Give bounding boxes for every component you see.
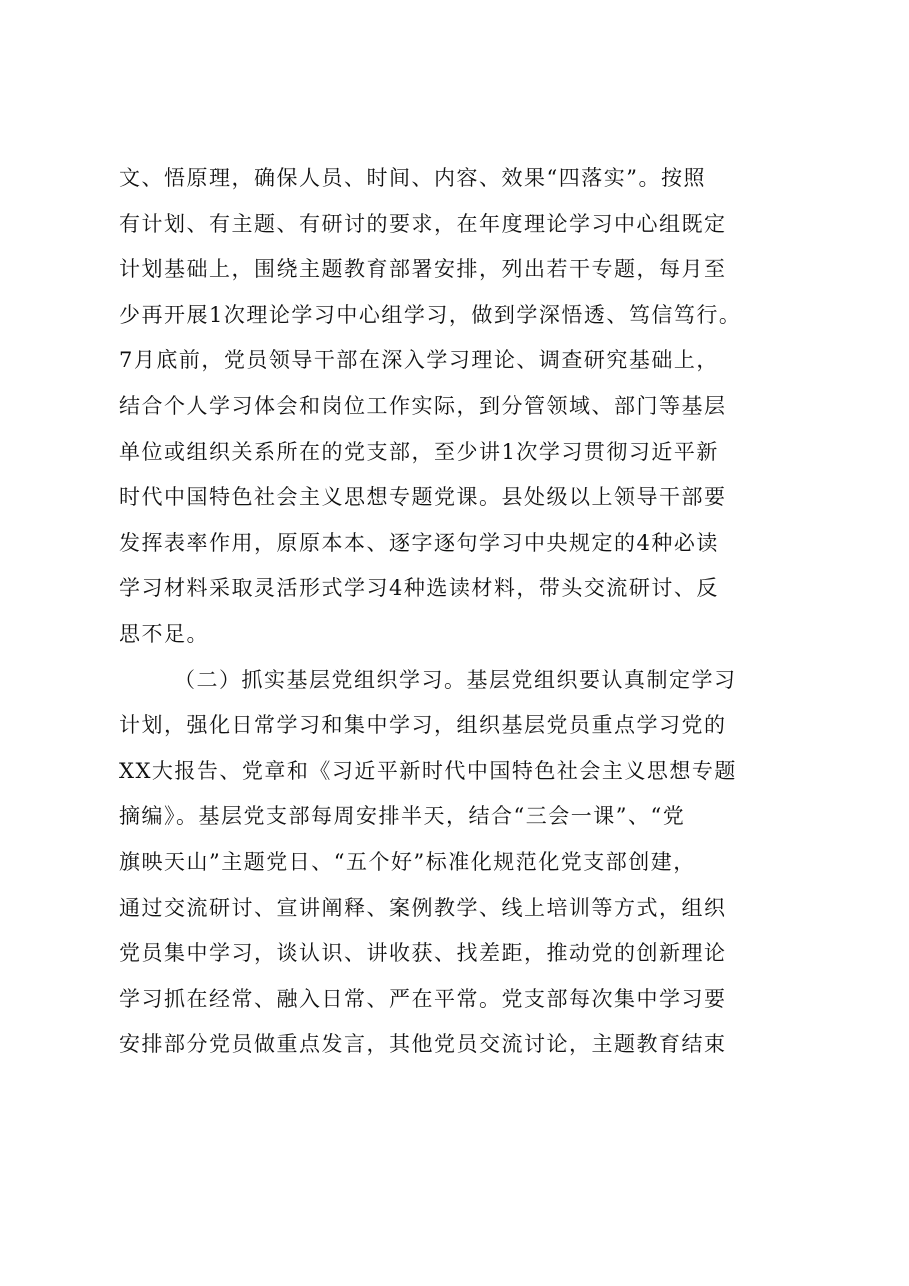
- text-line: 有计划、有主题、有研讨的要求，在年度理论学习中心组既定: [119, 211, 727, 236]
- text-line: 结合个人学习体会和岗位工作实际，到分管领域、部门等基层: [119, 393, 727, 418]
- text-line: 安排部分党员做重点发言，其他党员交流讨论，主题教育结束: [119, 1032, 727, 1057]
- text-line: 单位或组织关系所在的党支部，至少讲1次学习贯彻习近平新: [119, 439, 719, 464]
- text-line: XX大报告、党章和《习近平新时代中国特色社会主义思想专题: [119, 758, 737, 783]
- text-line: 文、悟原理，确保人员、时间、内容、效果“四落实”。按照: [119, 166, 706, 190]
- text-line: 通过交流研讨、宣讲阐释、案例教学、线上培训等方式，组织: [119, 895, 727, 920]
- text-line: 党员集中学习，谈认识、讲收获、找差距，推动党的创新理论: [119, 941, 727, 966]
- text-line: 发挥表率作用，原原本本、逐字逐句学习中央规定的4种必读: [119, 530, 719, 555]
- paragraph-1: [119, 156, 799, 658]
- document-body: [119, 156, 799, 1068]
- text-line: 7月底前，党员领导干部在深入学习理论、调查研究基础上，: [119, 348, 719, 373]
- text-line: （二）抓实基层党组织学习。基层党组织要认真制定学习: [174, 667, 737, 692]
- text-line: 计划，强化日常学习和集中学习，组织基层党员重点学习党的: [119, 713, 727, 738]
- text-line: 时代中国特色社会主义思想专题党课。县处级以上领导干部要: [119, 485, 727, 510]
- text-line: 摘编》。基层党支部每周安排半天，结合“三会一课”、“党: [119, 804, 686, 829]
- text-line: 旗映天山”主题党日、“五个好”标准化规范化党支部创建，: [119, 849, 696, 874]
- text-line: 少再开展1次理论学习中心组学习，做到学深悟透、笃信笃行。: [119, 302, 742, 327]
- text-line: 思不足。: [119, 621, 209, 646]
- text-line: 学习材料采取灵活形式学习4种选读材料，带头交流研讨、反: [119, 576, 719, 601]
- text-line: 计划基础上，围绕主题教育部署安排，列出若干专题，每月至: [119, 257, 727, 282]
- paragraph-2: [119, 658, 799, 1068]
- text-line: 学习抓在经常、融入日常、严在平常。党支部每次集中学习要: [119, 986, 727, 1011]
